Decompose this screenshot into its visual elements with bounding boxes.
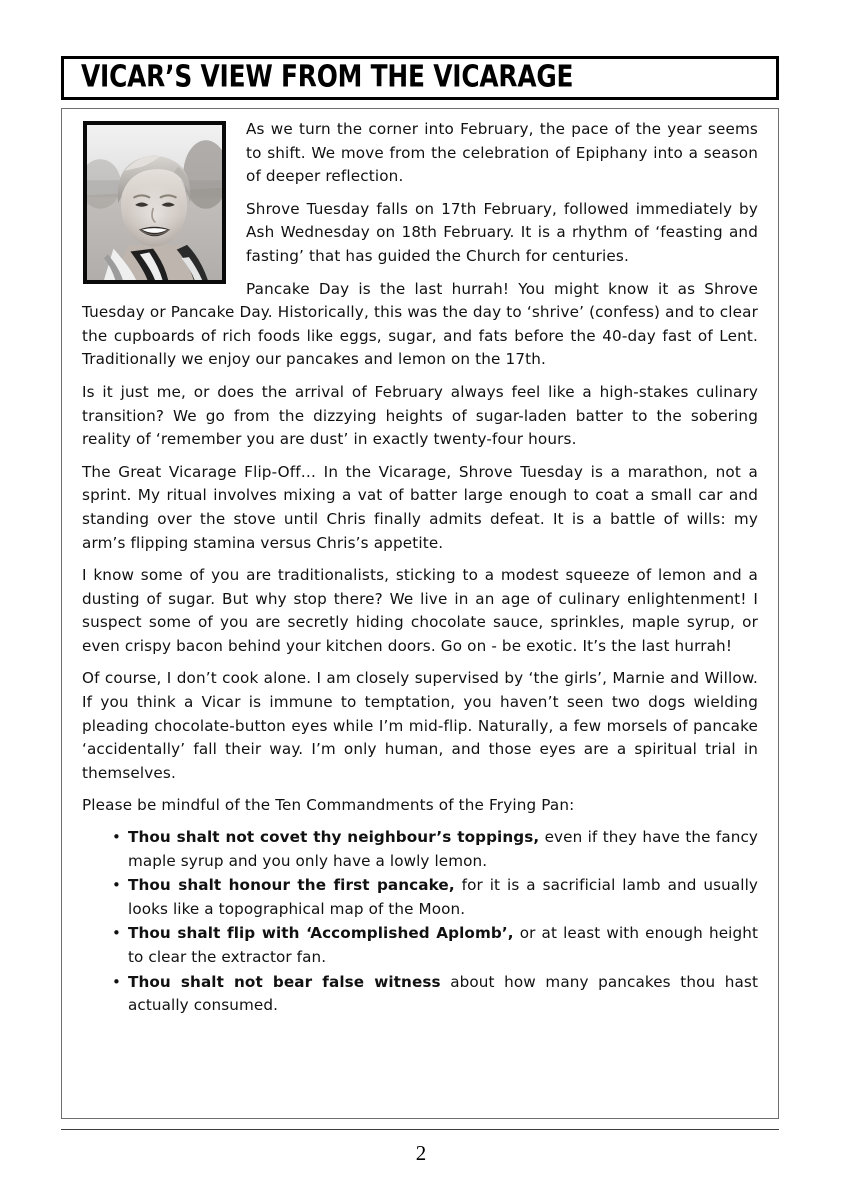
commandment-rest: for it is a sacrificial lamb and usually looks like a topographical map of the Moon. bbox=[128, 876, 758, 918]
list-item bbox=[128, 874, 758, 921]
article-paragraph-1: Pancake Day is the last hurrah! You might know it as Shrove Tuesday or Pancake Day. Historically, this was the day to ‘shrive’ (confess) and to clear the cupboards of rich foods like eggs, sugar, and fats before the 40-day fast of Lent. Traditionally we enjoy our pancakes and lemon on the 17th. bbox=[82, 279, 758, 369]
commandment-rest: or at least with enough height to clear the extractor fan. bbox=[128, 924, 758, 966]
footer-divider bbox=[61, 1129, 779, 1130]
page-header-box bbox=[61, 56, 779, 100]
intro-paragraph-1: As we turn the corner into February, the pace of the year seems to shift. We move from the celebration of Epiphany into a season of deeper reflection. bbox=[246, 120, 758, 186]
page-title bbox=[81, 59, 616, 95]
commandments-intro: Please be mindful of the Ten Commandments of the Frying Pan: bbox=[82, 796, 575, 815]
vicar-portrait-photo bbox=[83, 121, 226, 284]
commandment-rest: about how many pancakes thou hast actually consumed. bbox=[128, 972, 759, 1015]
article-paragraph-4: I know some of you are traditionalists, sticking to a modest squeeze of lemon and a dusting of sugar. But why stop there? We live in an age of culinary enlightenment! I suspect some of you are secretly hiding chocolate sauce, sprinkles, maple syrup, or even crispy bacon behind your kitchen doors. Go on - be exotic. It’s the last hurrah! bbox=[82, 566, 758, 655]
commandment-lead: Thou shalt flip with ‘Accomplished Aplomb’, bbox=[128, 924, 514, 943]
commandments-list bbox=[82, 826, 758, 1018]
list-item bbox=[128, 922, 758, 969]
article-paragraph-5: Of course, I don’t cook alone. I am closely supervised by ‘the girls’, Marnie and Willow. If you think a Vicar is immune to temptation, you haven’t seen two dogs wielding pleading chocolate-button eyes while I’m mid-flip. Naturally, a few morsels of pancake ‘accidentally’ fall their way. I’m only human, and those eyes are a spiritual trial in themselves. bbox=[82, 669, 758, 782]
article-paragraph-3: The Great Vicarage Flip-Off… In the Vicarage, Shrove Tuesday is a marathon, not a sprint. My ritual involves mixing a vat of batter large enough to coat a small car and standing over the stove until Chris finally admits defeat. It is a battle of wills: my arm’s flipping stamina versus Chris’s appetite. bbox=[82, 462, 758, 552]
intro-paragraph-2: Shrove Tuesday falls on 17th February, followed immediately by Ash Wednesday on 18th February. It is a rhythm of ‘feasting and fasting’ that has guided the Church for centuries. bbox=[246, 199, 758, 265]
commandment-lead: Thou shalt not covet thy neighbour’s toppings, bbox=[128, 828, 540, 847]
commandment-rest: even if they have the fancy maple syrup and you only have a lowly lemon. bbox=[128, 828, 758, 870]
page-number: 2 bbox=[415, 1141, 427, 1165]
article-content bbox=[82, 118, 758, 1019]
portrait-image bbox=[87, 125, 222, 280]
commandment-lead: Thou shalt not bear false witness bbox=[128, 972, 441, 991]
list-item bbox=[128, 971, 758, 1018]
article-paragraph-2: Is it just me, or does the arrival of February always feel like a high-stakes culinary transition? We go from the dizzying heights of sugar-laden batter to the sobering reality of ‘remember you are dust’ in exactly twenty-four hours. bbox=[82, 382, 758, 449]
commandment-lead: Thou shalt honour the first pancake, bbox=[128, 876, 455, 895]
list-item bbox=[128, 826, 758, 873]
article-container bbox=[61, 108, 779, 1119]
page-title-text: VICAR’S VIEW FROM THE VICARAGE bbox=[81, 59, 574, 95]
